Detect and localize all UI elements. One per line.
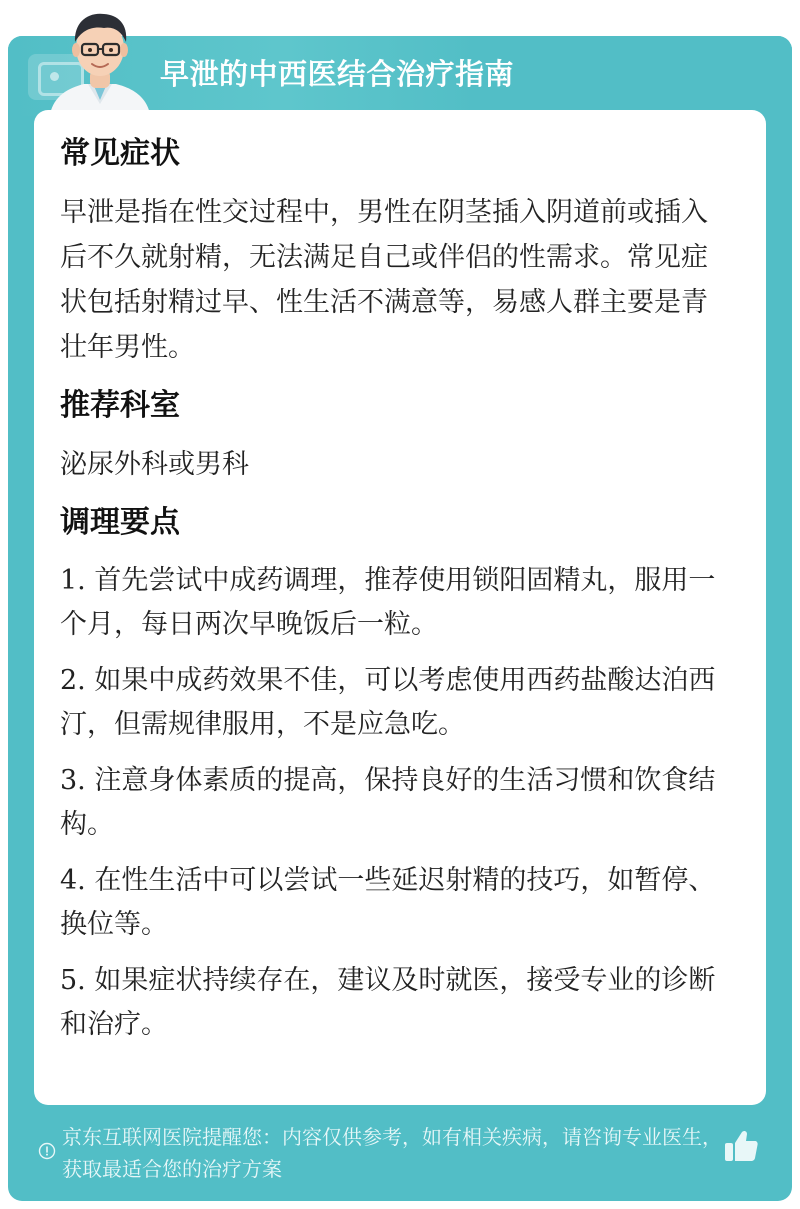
disclaimer-text: 京东互联网医院提醒您：内容仅供参考，如有相关疾病，请咨询专业医生，获取最适合您的治疗方案 [62, 1125, 722, 1181]
content-card [34, 110, 766, 1105]
care-point-text: 如果中成药效果不佳，可以考虑使用西药盐酸达泊西汀，但需规律服用，不是应急吃。 [60, 665, 716, 740]
care-point-number: 5. [60, 965, 86, 996]
care-point-item [60, 959, 732, 1047]
section-heading-symptoms: 常见症状 [60, 136, 180, 171]
care-point-number: 2. [60, 665, 86, 696]
care-point-number: 1. [60, 565, 86, 596]
care-point-number: 4. [60, 865, 86, 896]
info-icon [38, 1142, 56, 1160]
section-text-symptoms: 早泄是指在性交过程中，男性在阴茎插入阴道前或插入后不久就射精，无法满足自己或伴侣的性需求。常见症状包括射精过早、性生活不满意等，易感人群主要是青壮年男性。 [60, 197, 708, 363]
care-point-item [60, 659, 732, 747]
section-text-department: 泌尿外科或男科 [60, 449, 249, 480]
care-point-item [60, 859, 732, 947]
section-heading-care-points: 调理要点 [60, 505, 180, 540]
care-point-text: 首先尝试中成药调理，推荐使用锁阳固精丸，服用一个月，每日两次早晚饭后一粒。 [60, 565, 716, 640]
care-point-text: 如果症状持续存在，建议及时就医，接受专业的诊断和治疗。 [60, 965, 716, 1040]
care-point-text: 注意身体素质的提高，保持良好的生活习惯和饮食结构。 [60, 765, 716, 840]
content-body [60, 132, 732, 1059]
thumbs-up-icon[interactable] [722, 1128, 760, 1164]
page-title: 早泄的中西医结合治疗指南 [160, 57, 515, 91]
section-heading-department: 推荐科室 [60, 388, 180, 423]
care-point-item [60, 759, 732, 847]
doctor-avatar-icon [44, 8, 156, 114]
care-point-text: 在性生活中可以尝试一些延迟射精的技巧，如暂停、换位等。 [60, 865, 716, 940]
care-point-number: 3. [60, 765, 86, 796]
care-point-item [60, 559, 732, 647]
